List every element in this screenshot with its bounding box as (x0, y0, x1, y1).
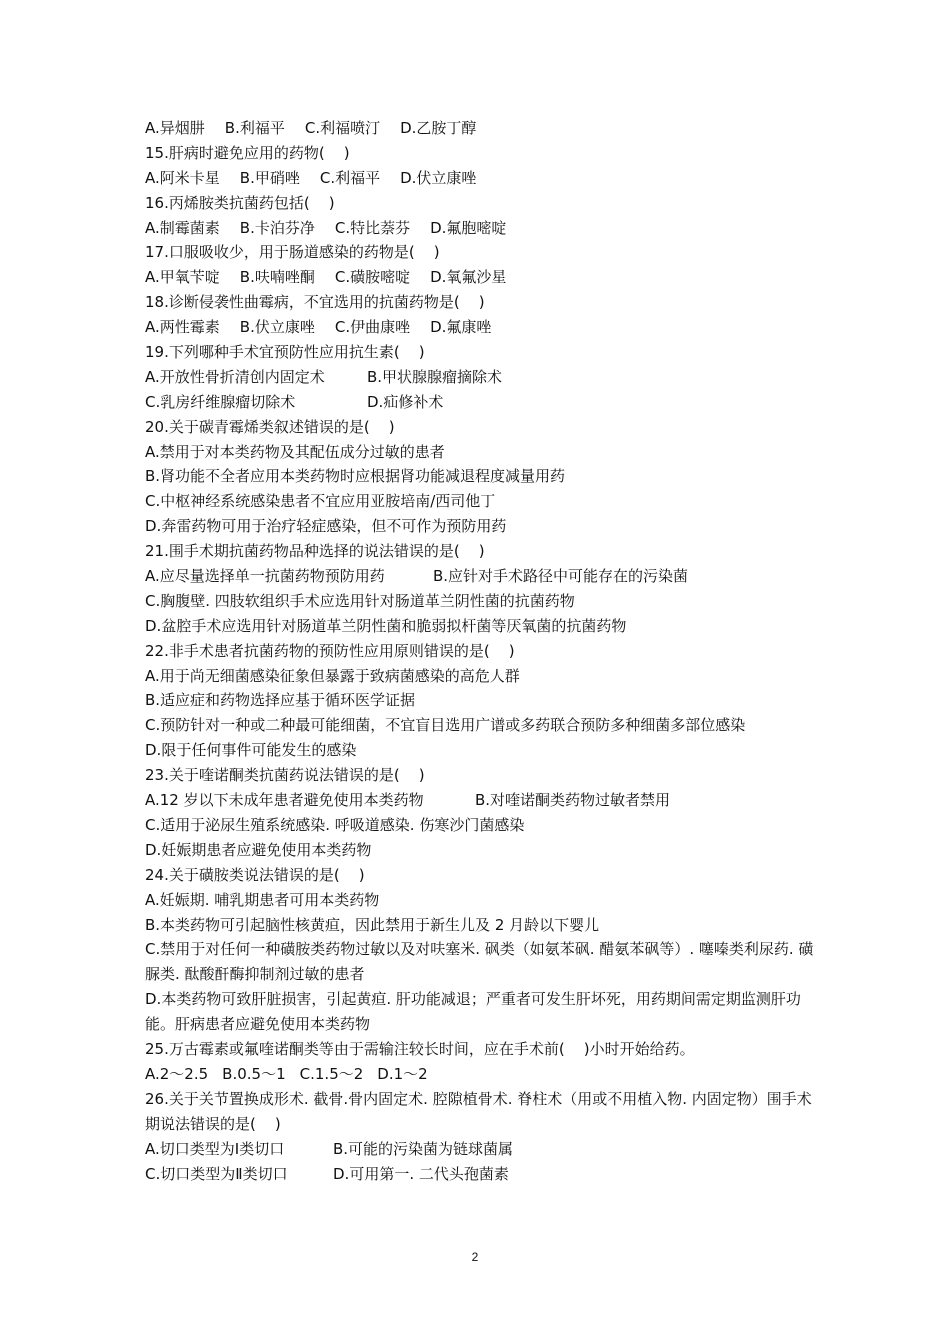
option-text: B.可能的污染菌为链球菌属 (333, 1139, 514, 1158)
option-text: C.磺胺嘧啶 (334, 268, 411, 287)
text-line: 20.关于碳青霉烯类叙述错误的是( ) (145, 417, 395, 436)
text-line: D.奔雷药物可用于治疗轻症感染，但不可作为预防用药 (145, 517, 507, 536)
text-line: 18.诊断侵袭性曲霉病，不宜选用的抗菌药物是( ) (145, 293, 485, 312)
option-text: A.异烟肼 (145, 119, 205, 137)
option-text: B.甲状腺腺瘤摘除术 (367, 367, 503, 386)
options-row (145, 390, 815, 415)
option-text: C.1.5～2 (299, 1064, 364, 1083)
text-line: 22.非手术患者抗菌药物的预防性应用原则错误的是( ) (145, 641, 515, 660)
paragraph-text: C.禁用于对任何一种磺胺类药物过敏以及对呋塞米. 砜类（如氨苯砜. 醋氨苯砜等）. 噻嗪类利尿药. 磺脲类. 酞酸酐酶抑制剂过敏的患者 (145, 940, 814, 984)
text-line: B.适应症和药物选择应基于循环医学证据 (145, 691, 416, 710)
option-text: B.0.5～1 (222, 1064, 286, 1083)
option-text: B.应针对手术路径中可能存在的污染菌 (433, 567, 689, 586)
option-text: B.伏立康唑 (239, 318, 315, 337)
options-row (145, 1137, 815, 1162)
text-line: B.肾功能不全者应用本类药物时应根据肾功能减退程度减量用药 (145, 467, 566, 486)
text-line: 21.围手术期抗菌药物品种选择的说法错误的是( ) (145, 542, 485, 561)
option-text: D.氟康唑 (430, 318, 492, 337)
paragraph-text: D.本类药物可致肝脏损害，引起黄疸. 肝功能减退；严重者可发生肝坏死，用药期间需定期监测肝功能。肝病患者应避免使用本类药物 (145, 990, 801, 1034)
text-line: 23.关于喹诺酮类抗菌药说法错误的是( ) (145, 766, 425, 785)
text-line: C.中枢神经系统感染患者不宜应用亚胺培南/西司他丁 (145, 492, 496, 511)
options-row (145, 265, 815, 290)
options-row (145, 216, 815, 241)
text-line: D.盆腔手术应选用针对肠道革兰阴性菌和脆弱拟杆菌等厌氧菌的抗菌药物 (145, 616, 627, 635)
option-text: D.氧氟沙星 (430, 268, 507, 287)
text-line: B.本类药物可引起脑性核黄疸，因此禁用于新生儿及 2 月龄以下婴儿 (145, 915, 600, 934)
page-number: 2 (471, 1250, 479, 1264)
options-row (145, 1062, 815, 1087)
text-line: 25.万古霉素或氟喹诺酮类等由于需输注较长时间，应在手术前( )小时开始给药。 (145, 1040, 695, 1059)
option-text: C.切口类型为Ⅱ类切口 (145, 1164, 288, 1183)
option-text: A.开放性骨折清创内固定术 (145, 367, 325, 386)
option-text: C.乳房纤维腺瘤切除术 (145, 392, 296, 411)
options-row (145, 365, 815, 390)
option-text: D.1～2 (377, 1064, 428, 1083)
option-text: C.利福平 (319, 168, 381, 187)
paragraph-text: 26.关于关节置换成形术. 截骨.骨内固定术. 腔隙植骨术. 脊柱术（用或不用植入物. 内固定物）围手术期说法错误的是( ) (145, 1089, 812, 1133)
options-row (145, 1162, 815, 1187)
option-text: D.伏立康唑 (400, 168, 477, 187)
option-text: A.甲氧苄啶 (145, 268, 220, 287)
text-line: A.用于尚无细菌感染征象但暴露于致病菌感染的高危人群 (145, 666, 520, 685)
text-line: 19.下列哪种手术宜预防性应用抗生素( ) (145, 343, 425, 362)
options-row (145, 116, 815, 141)
option-text: C.特比萘芬 (334, 218, 411, 237)
options-row (145, 788, 815, 813)
text-line: D.妊娠期患者应避免使用本类药物 (145, 840, 372, 859)
option-text: A.切口类型为Ⅰ类切口 (145, 1139, 285, 1158)
option-text: B.呋喃唑酮 (239, 268, 315, 287)
option-text: B.利福平 (224, 119, 285, 137)
option-text: A.阿米卡星 (145, 168, 220, 187)
text-line: 17.口服吸收少，用于肠道感染的药物是( ) (145, 243, 440, 262)
text-line: 16.丙烯胺类抗菌药包括( ) (145, 193, 335, 212)
option-text: C.利福喷汀 (304, 119, 381, 137)
text-line: D.限于任何事件可能发生的感染 (145, 741, 357, 760)
option-text: D.疝修补术 (367, 392, 444, 411)
options-row (145, 315, 815, 340)
option-text: A.应尽量选择单一抗菌药物预防用药 (145, 567, 385, 586)
text-line: A.禁用于对本类药物及其配伍成分过敏的患者 (145, 442, 445, 461)
option-text: A.2～2.5 (145, 1064, 209, 1083)
option-text: A.两性霉素 (145, 318, 220, 337)
option-text: B.甲硝唑 (239, 168, 300, 187)
option-text: D.氟胞嘧啶 (430, 218, 507, 237)
text-line: 15.肝病时避免应用的药物( ) (145, 143, 350, 162)
option-text: D.乙胺丁醇 (400, 119, 477, 137)
text-line: C.适用于泌尿生殖系统感染. 呼吸道感染. 伤寒沙门菌感染 (145, 815, 525, 834)
option-text: D.可用第一. 二代头孢菌素 (333, 1164, 509, 1183)
option-text: B.卡泊芬净 (239, 218, 315, 237)
options-row (145, 564, 815, 589)
option-text: C.伊曲康唑 (334, 318, 411, 337)
options-row (145, 166, 815, 191)
text-line: A.妊娠期. 哺乳期患者可用本类药物 (145, 890, 380, 909)
text-line: C.预防针对一种或二种最可能细菌，不宜盲目选用广谱或多药联合预防多种细菌多部位感染 (145, 716, 746, 735)
option-text: B.对喹诺酮类药物过敏者禁用 (475, 791, 671, 810)
option-text: A.12 岁以下未成年患者避免使用本类药物 (145, 791, 424, 810)
document-body (145, 116, 815, 1186)
text-line: 24.关于磺胺类说法错误的是( ) (145, 865, 365, 884)
option-text: A.制霉菌素 (145, 218, 220, 237)
text-line: C.胸腹壁. 四肢软组织手术应选用针对肠道革兰阴性菌的抗菌药物 (145, 591, 575, 610)
